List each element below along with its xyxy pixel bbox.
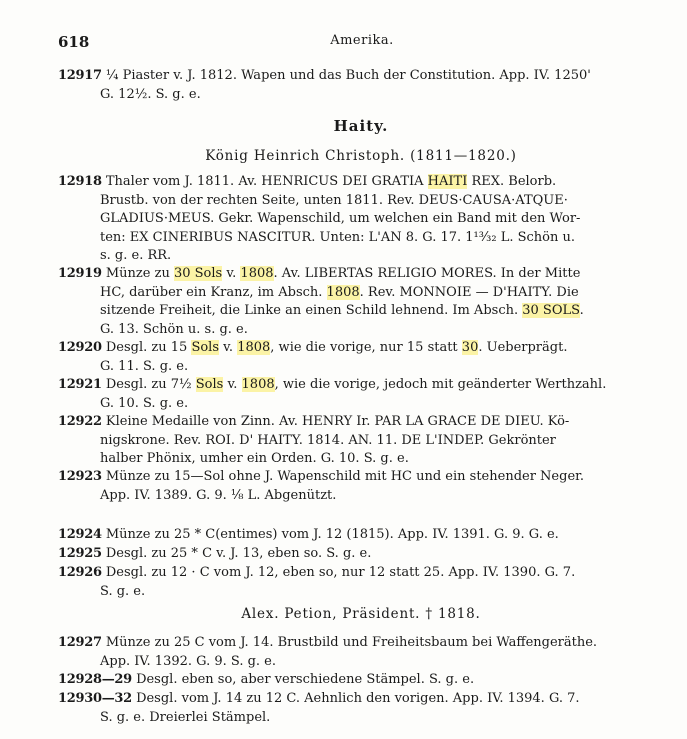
entry-text: App. IV. 1392. G. 9. S. g. e. xyxy=(100,653,277,669)
entry-number: 12928—29 xyxy=(58,672,132,687)
entry-number: 12922 xyxy=(58,414,102,429)
highlight: 30 SOLS xyxy=(522,303,580,318)
entry-text: G. 11. S. g. e. xyxy=(100,358,189,374)
highlight: Sols xyxy=(195,377,224,392)
catalog-entry xyxy=(58,376,664,413)
catalog-entry xyxy=(58,634,664,671)
highlight: 1808 xyxy=(237,340,271,355)
catalog-entry xyxy=(58,526,664,545)
entry-text: G. 12½. S. g. e. xyxy=(100,86,201,102)
entry-number: 12926 xyxy=(58,565,102,580)
entry-number: 12921 xyxy=(58,377,102,392)
section-title: Haity. xyxy=(333,117,389,135)
entry-text: Brustb. von der rechten Seite, unten 1811. Rev. DEUS·CAUSA·ATQUE· xyxy=(100,192,568,208)
page-header xyxy=(58,33,666,53)
entry-text: ¼ Piaster v. J. 1812. Wapen und das Buch der Constitution. App. IV. 1250' xyxy=(105,68,591,83)
entry-text: Münze zu xyxy=(105,266,174,281)
entry-text: Desgl. zu 12 · C vom J. 12, eben so, nur 12 statt 25. App. IV. 1390. G. 7. xyxy=(105,565,576,580)
catalog-entry xyxy=(58,671,664,690)
entry-text: . Av. LIBERTAS RELIGIO MORES. In der Mitte xyxy=(273,266,581,281)
entry-text: App. IV. 1389. G. 9. ⅛ L. Abgenützt. xyxy=(100,487,337,503)
entry-text: . Ueberprägt. xyxy=(478,340,568,355)
entry-text: Münze zu 25 * C(entimes) vom J. 12 (1815). App. IV. 1391. G. 9. G. e. xyxy=(105,527,559,542)
entry-number: 12920 xyxy=(58,340,102,355)
entry-number: 12930—32 xyxy=(58,691,132,706)
entry-number: 12924 xyxy=(58,527,102,542)
entry-text: HC, darüber ein Kranz, im Absch. xyxy=(100,284,327,300)
entry-text: v. xyxy=(222,266,241,281)
entry-text: . Rev. MONNOIE — D'HAITY. Die xyxy=(359,284,579,300)
catalog-entry xyxy=(58,468,664,505)
entry-text: nigskrone. Rev. ROI. D' HAITY. 1814. AN. 11. DE L'INDEP. Gekrönter xyxy=(100,432,556,448)
section-subtitle: Alex. Petion, Präsident. † 1818. xyxy=(241,606,481,622)
entry-text: v. xyxy=(219,340,238,355)
running-title: Amerika. xyxy=(330,33,394,48)
entry-text: Desgl. vom J. 14 zu 12 C. Aehnlich den vorigen. App. IV. 1394. G. 7. xyxy=(136,691,580,706)
entry-text: , wie die vorige, nur 15 statt xyxy=(270,340,462,355)
catalog-entry xyxy=(58,564,664,601)
catalog-entry xyxy=(58,690,664,727)
entry-text: Desgl. eben so, aber verschiedene Stämpel. S. g. e. xyxy=(136,672,475,687)
highlight: 1808 xyxy=(326,284,360,300)
entry-text: G. 13. Schön u. s. g. e. xyxy=(100,321,248,337)
entry-text: Thaler vom J. 1811. Av. HENRICUS DEI GRATIA xyxy=(105,174,428,189)
catalog-entry xyxy=(58,339,664,376)
entry-text: G. 10. S. g. e. xyxy=(100,395,189,411)
highlight: 30 Sols xyxy=(173,266,223,281)
entry-text: v. xyxy=(223,377,242,392)
entry-text: , wie die vorige, jedoch mit geänderter Werthzahl. xyxy=(274,377,607,392)
entry-number: 12925 xyxy=(58,546,102,561)
entry-text: Kleine Medaille von Zinn. Av. HENRY Ir. PAR LA GRACE DE DIEU. Kö- xyxy=(105,414,570,429)
entry-text: REX. Belorb. xyxy=(467,174,557,189)
entry-text: sitzende Freiheit, die Linke an einen Schild lehnend. Im Absch. xyxy=(100,303,523,318)
section-subtitle: König Heinrich Christoph. (1811—1820.) xyxy=(205,148,517,164)
entry-text: S. g. e. Dreierlei Stämpel. xyxy=(100,709,271,725)
catalog-entry xyxy=(58,173,664,266)
entry-text: Desgl. zu 15 xyxy=(105,340,192,355)
highlight: 1808 xyxy=(241,377,275,392)
catalog-entry xyxy=(58,265,664,339)
entry-number: 12918 xyxy=(58,174,102,189)
entry-number: 12919 xyxy=(58,266,102,281)
entry-text: Münze zu 15—Sol ohne J. Wapenschild mit HC und ein stehender Neger. xyxy=(105,469,585,484)
highlight: HAITI xyxy=(427,174,468,189)
entry-text: Desgl. zu 7½ xyxy=(105,377,196,392)
page-number: 618 xyxy=(58,33,90,51)
catalog-entry xyxy=(58,413,664,469)
entry-number: 12917 xyxy=(58,68,102,83)
highlight: 1808 xyxy=(240,266,274,281)
entry-number: 12923 xyxy=(58,469,102,484)
entry-number: 12927 xyxy=(58,635,102,650)
entry-text: s. g. e. RR. xyxy=(100,248,172,263)
entry-text: S. g. e. xyxy=(100,583,146,599)
highlight: 30 xyxy=(461,340,479,355)
entry-text: ten: EX CINERIBUS NASCITUR. Unten: L'AN 8. G. 17. 1¹³⁄₃₂ L. Schön u. xyxy=(100,229,576,245)
entry-text: GLADIUS·MEUS. Gekr. Wapenschild, um welchen ein Band mit den Wor- xyxy=(100,211,581,226)
entry-text: . xyxy=(579,303,584,318)
highlight: Sols xyxy=(191,340,219,355)
entry-text: Münze zu 25 C vom J. 14. Brustbild und Freiheitsbaum bei Waffengeräthe. xyxy=(105,635,598,650)
catalog-entry xyxy=(58,67,664,104)
entry-text: Desgl. zu 25 * C v. J. 13, eben so. S. g. e. xyxy=(105,546,372,561)
entry-text: halber Phönix, umher ein Orden. G. 10. S. g. e. xyxy=(100,451,409,466)
catalog-entry xyxy=(58,545,664,564)
